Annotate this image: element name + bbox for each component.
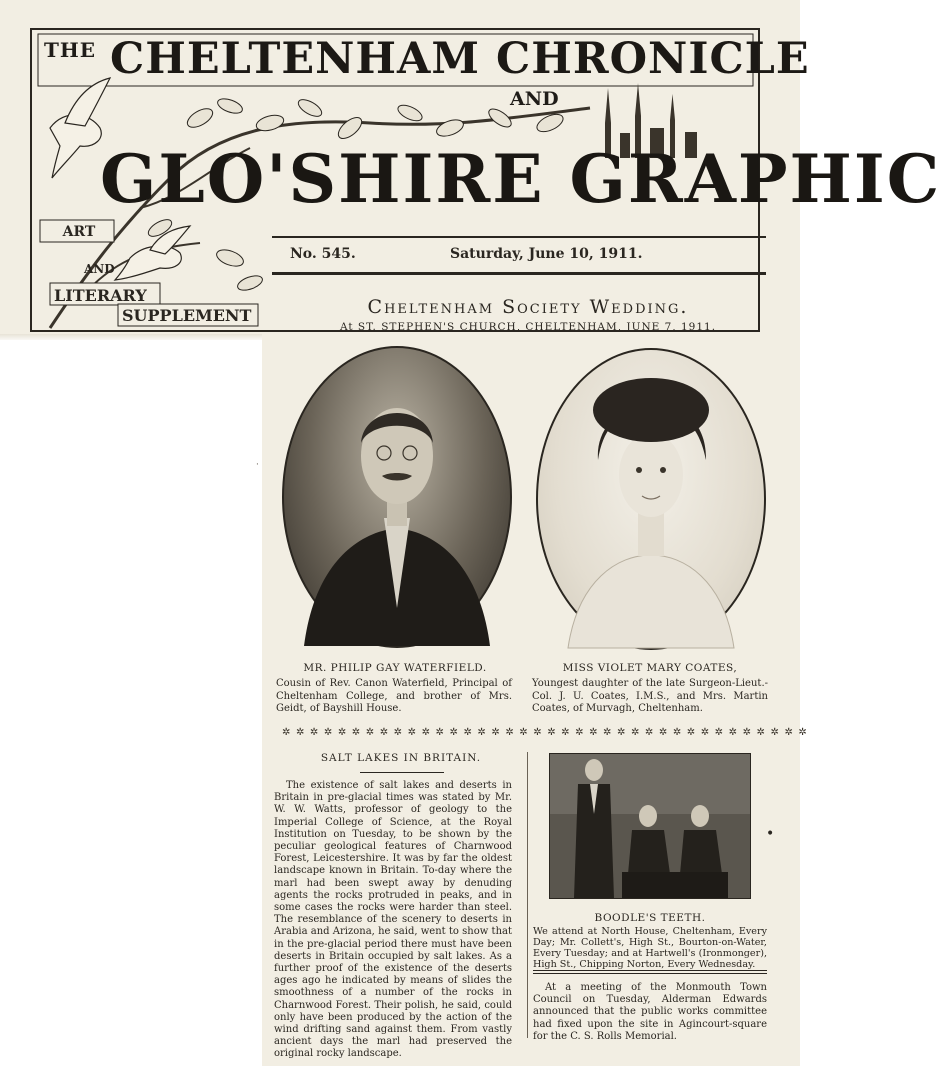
masthead-and: AND	[510, 88, 559, 110]
caption-coates-name: MISS VIOLET MARY COATES,	[562, 662, 738, 674]
margin-mark: ·	[256, 460, 259, 470]
portrait-waterfield	[282, 346, 512, 648]
column-rule	[527, 752, 528, 1038]
issue-number: No. 545.	[290, 246, 356, 262]
caption-waterfield-description: Cousin of Rev. Canon Waterfield, Principal of Cheltenham College, and brother of Mrs. Geidt, of Bayshill House.	[276, 678, 512, 714]
masthead-and-small: AND	[84, 262, 115, 276]
masthead	[30, 28, 941, 333]
boodles-rule-2	[533, 973, 767, 974]
masthead-title-line2: GLO'SHIRE GRAPHIC	[100, 140, 941, 218]
salt-lakes-title: SALT LAKES IN BRITAIN.	[320, 752, 482, 764]
portrait-coates	[536, 348, 766, 650]
masthead-title-line1: CHELTENHAM CHRONICLE	[110, 34, 810, 84]
masthead-art: ART	[62, 224, 96, 240]
cut-out-area	[0, 340, 262, 1066]
portrait-coates-image	[538, 350, 764, 648]
boodles-rule-1	[533, 970, 767, 971]
caption-waterfield-name: MR. PHILIP GAY WATERFIELD.	[303, 662, 487, 674]
boodles-body: We attend at North House, Cheltenham, Every Day; Mr. Collett's, High St., Bourton-on-Water, Every Tuesday; and at Hartwell's (Ironmonger), High St., Chipping Norton, Every Wednesday.	[533, 926, 767, 970]
boodles-photo	[549, 753, 751, 899]
article-headline: Cheltenham Society Wedding.	[367, 296, 689, 318]
star-separator: ✲ ✲ ✲ ✲ ✲ ✲ ✲ ✲ ✲ ✲ ✲ ✲ ✲ ✲ ✲ ✲ ✲ ✲ ✲ ✲ ✲ ✲ ✲ ✲ ✲ ✲ ✲ ✲ ✲ ✲ ✲ ✲ ✲ ✲ ✲ ✲ ✲ ✲	[282, 727, 809, 738]
salt-lakes-title-rule	[360, 772, 444, 773]
article-subhead: At ST. STEPHEN'S CHURCH, CHELTENHAM, JUNE 7, 1911.	[339, 321, 717, 333]
margin-dot: •	[766, 826, 775, 842]
boodles-photo-image	[550, 754, 750, 898]
masthead-the: THE	[44, 38, 97, 62]
monmouth-body: At a meeting of the Monmouth Town Council on Tuesday, Alderman Edwards announced that the public works committee had fixed upon the site in Agincourt-square for the C. S. Rolls Memorial.	[533, 982, 767, 1042]
masthead-literary: LITERARY	[54, 286, 147, 305]
caption-coates-description: Youngest daughter of the late Surgeon-Lieut.-Col. J. U. Coates, I.M.S., and Mrs. Martin Coates, of Murvagh, Cheltenham.	[532, 678, 768, 714]
portrait-waterfield-image	[284, 348, 510, 646]
masthead-supplement: SUPPLEMENT	[122, 306, 252, 325]
boodles-title: BOODLE'S TEETH.	[594, 912, 706, 924]
issue-date: Saturday, June 10, 1911.	[450, 246, 643, 262]
salt-lakes-body: The existence of salt lakes and deserts in Britain in pre-glacial times was stated by Mr. W. W. Watts, professor of geology to the Imperial College of Science, at the Royal Institution on Tuesday, to be shown by the peculiar geological features of Charnwood Forest, Leicestershire. It was by far the oldest landscape known in Britain. To-day where the marl had been swept away by denuding agents the rocks protruded in peaks, and in some cases the rocks were harder than steel. The resemblance of the scenery to deserts in Arabia and Arizona, he said, went to show that in the pre-glacial period there must have been deserts in Britain occupied by salt lakes. As a further proof of the existence of the deserts ages ago he indicated by means of slides the smoothness of a number of the rocks in Charnwood Forest. Their polish, he said, could only have been produced by the action of the wind drifting sand against them. From vastly ancient days the marl had preserved the original rocky landscape.	[274, 780, 512, 1060]
top-rule	[272, 236, 766, 238]
issue-rule	[272, 272, 766, 275]
